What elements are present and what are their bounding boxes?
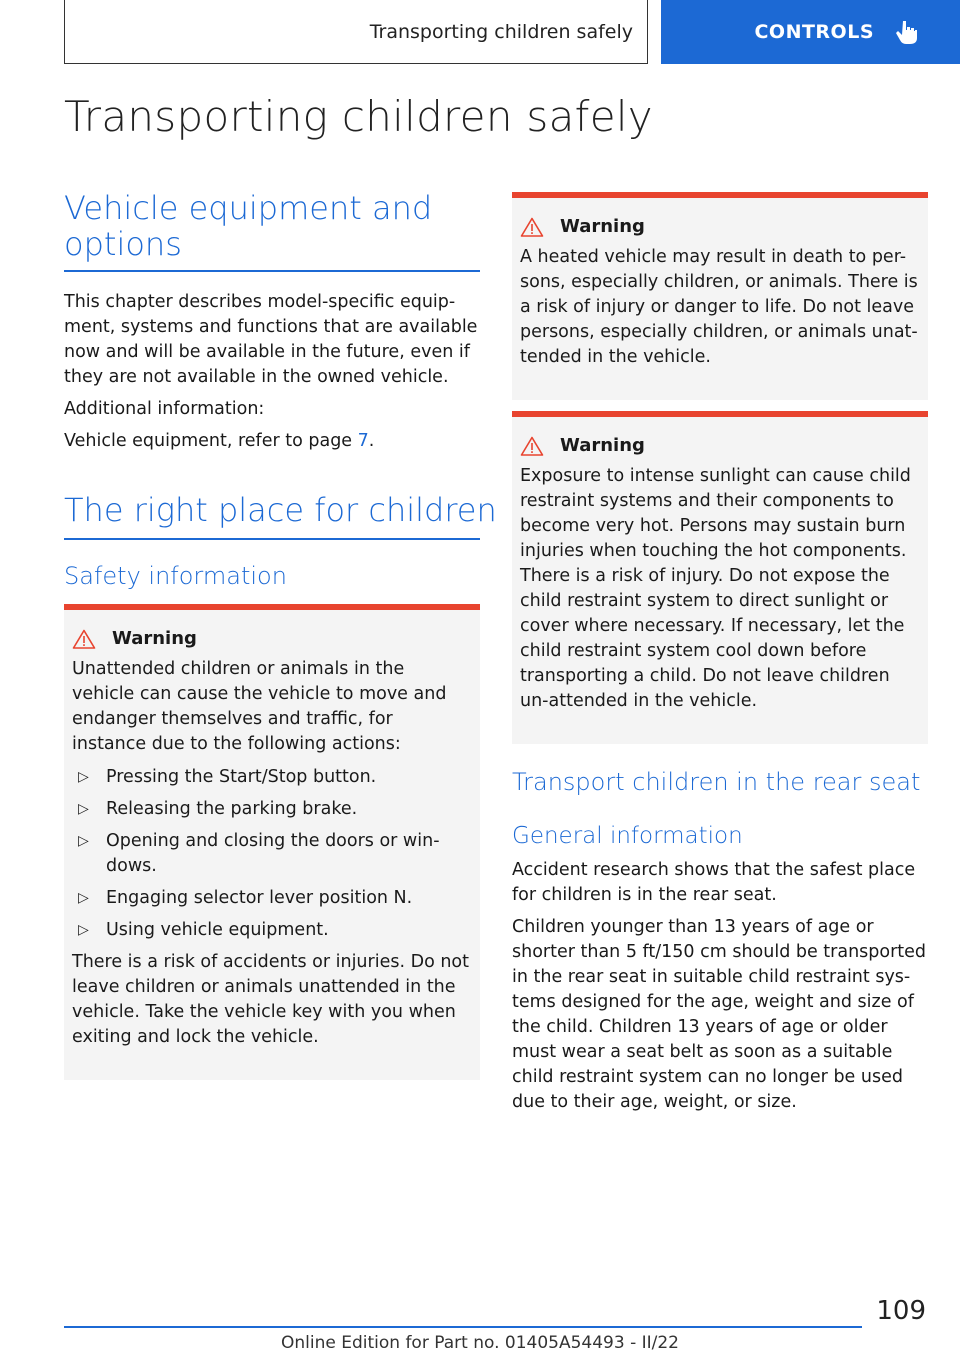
heading-safety-information: Safety information (64, 562, 287, 590)
list-item: ▷ Pressing the Start/Stop button. (72, 765, 472, 790)
page-link[interactable]: 7 (357, 431, 369, 451)
warning-box-sunlight (512, 411, 928, 744)
warning-body: Exposure to intense sunlight can cause child restraint systems and their components to become very hot. Persons may sustain burn injuries when touching the hot components. There is a risk of injury. Do not expose the child restraint system to direct sunlight or cover where necessary. If necessary, let the child restraint system cool down before transporting a child. Do not leave children un-attended in the vehicle. (520, 466, 911, 711)
warning-title (520, 435, 920, 456)
heading-rule (64, 270, 480, 272)
heading-vehicle-equipment: Vehicle equipment and options (64, 189, 433, 263)
triangle-bullet-icon: ▷ (78, 922, 89, 938)
reference-end: . (368, 431, 375, 451)
triangle-bullet-icon: ▷ (78, 833, 89, 849)
list-item: ▷ Releasing the parking brake. (72, 797, 472, 822)
warning-title-text: Warning (560, 216, 645, 237)
additional-info-label: Additional information: (64, 399, 265, 419)
triangle-bullet-icon: ▷ (78, 801, 89, 817)
warning-triangle-icon (520, 436, 544, 456)
header-chapter-label: CONTROLS (754, 21, 874, 43)
warning-title (520, 216, 920, 237)
warning-triangle-icon (520, 217, 544, 237)
pointing-hand-icon (896, 20, 918, 44)
intro-block (64, 290, 480, 454)
triangle-bullet-icon: ▷ (78, 890, 89, 906)
warning-box-unattended (64, 604, 480, 1080)
list-item: ▷ Engaging selector lever position N. (72, 886, 472, 911)
heading-rule (64, 538, 480, 540)
warning-title (72, 628, 472, 649)
list-item: ▷ Using vehicle equipment. (72, 918, 472, 943)
page-number: 109 (876, 1296, 926, 1326)
warning-outro: There is a risk of accidents or injuries. Do not leave children or animals unattended in the vehicle. Take the vehicle key with you when exiting and lock the vehicle. (72, 952, 469, 1047)
warning-triangle-icon (72, 629, 96, 649)
footer-rule (64, 1326, 862, 1328)
page-reference (64, 429, 480, 454)
reference-text: Vehicle equipment, refer to page (64, 431, 358, 451)
paragraph: Children younger than 13 years of age or shorter than 5 ft/150 cm should be transported in the rear seat in suitable child restraint sys-tems designed for the age, weight and size of the child. Children 13 years of age or older must wear a seat belt as soon as a suitable child restraint system can no longer be used due to their age, weight, or size. (512, 917, 927, 1112)
list-item: ▷ Opening and closing the doors or win-dows. (78, 831, 440, 876)
warning-body: A heated vehicle may result in death to per-sons, especially children, or animals. There is a risk of injury or danger to life. Do not leave persons, especially children, or animals unat-tended in the vehicle. (520, 247, 918, 367)
footer-edition: Online Edition for Part no. 01405A54493 - II/22 (280, 1333, 679, 1353)
warning-title-text: Warning (112, 628, 197, 649)
warning-intro: Unattended children or animals in the vehicle can cause the vehicle to move and endanger themselves and traffic, for instance due to the following actions: (72, 659, 447, 754)
triangle-bullet-icon: ▷ (78, 769, 89, 785)
heading-rear-seat: Transport children in the rear seat (512, 768, 921, 796)
warning-box-heated-vehicle (512, 192, 928, 400)
running-header-section (64, 0, 648, 64)
page-title: Transporting children safely (64, 92, 653, 141)
intro-paragraph: This chapter describes model-specific equip-ment, systems and functions that are available now and will be available in the future, even if they are not available in the owned vehicle. (64, 292, 478, 387)
warning-title-text: Warning (560, 435, 645, 456)
rear-seat-text (512, 858, 928, 1115)
warning-action-list (72, 765, 472, 943)
header-section-title: Transporting children safely (369, 20, 633, 43)
running-header-chapter[interactable] (661, 0, 960, 64)
paragraph: Accident research shows that the safest place for children is in the rear seat. (512, 860, 916, 905)
heading-right-place: The right place for children (64, 491, 497, 529)
heading-general-information: General information (512, 823, 743, 849)
